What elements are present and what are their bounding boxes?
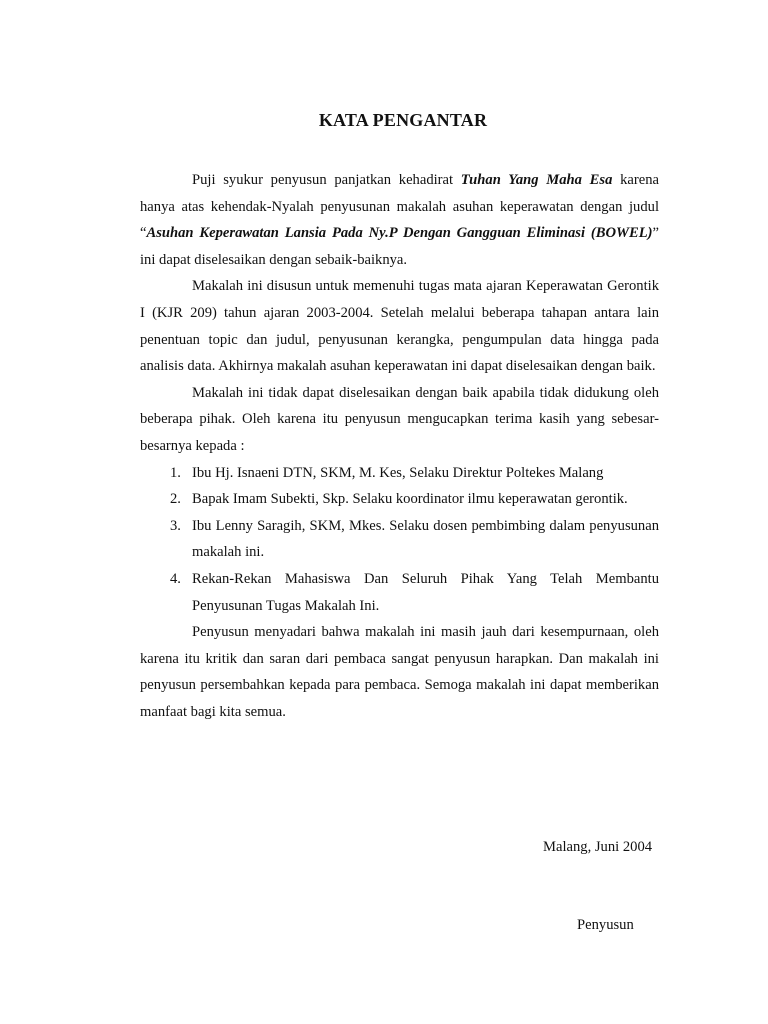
list-item-number: 3. <box>170 517 181 534</box>
paragraph-1 <box>140 167 659 273</box>
paragraph-4: Penyusun menyadari bahwa makalah ini masih jauh dari kesempurnaan, oleh karena itu kritik dan saran dari pembaca sangat penyusun harapkan. Dan makalah ini penyusun persembahkan kepada para pembaca. Semoga makalah ini dapat memberikan manfaat bagi kita semua. <box>140 624 659 720</box>
list-item <box>140 566 659 619</box>
list-item-number: 4. <box>170 570 181 587</box>
paragraph-3: Makalah ini tidak dapat diselesaikan dengan baik apabila tidak didukung oleh beberapa pihak. Oleh karena itu penyusun mengucapkan terima kasih yang sebesar-besarnya kepada : <box>140 384 659 454</box>
list-item-text: Ibu Hj. Isnaeni DTN, SKM, M. Kes, Selaku Direktur Poltekes Malang <box>192 464 604 481</box>
paragraph-1-text-c: ” ini dapat diselesaikan dengan sebaik-baiknya. <box>140 225 659 268</box>
signer: Penyusun <box>577 917 634 933</box>
list-item-number: 1. <box>170 464 181 481</box>
deity-name: Tuhan Yang Maha Esa <box>460 172 613 188</box>
paper-title: Asuhan Keperawatan Lansia Pada Ny.P Dengan Gangguan Eliminasi (BOWEL) <box>146 225 653 242</box>
list-item-text: Bapak Imam Subekti, Skp. Selaku koordinator ilmu keperawatan gerontik. <box>192 491 628 508</box>
paragraph-2: Makalah ini disusun untuk memenuhi tugas mata ajaran Keperawatan Gerontik I (KJR 209) tahun ajaran 2003-2004. Setelah melalui beberapa tahapan antara lain penentuan topic dan judul, penyusunan kerangka, pengumpulan data hingga pada analisis data. Akhirnya makalah asuhan keperawatan ini dapat diselesaikan dengan baik. <box>140 278 659 375</box>
list-item-number: 2. <box>170 491 181 508</box>
page-title: KATA PENGANTAR <box>318 110 488 130</box>
list-item-text: Rekan-Rekan Mahasiswa Dan Seluruh Pihak Yang Telah Membantu Penyusunan Tugas Makalah Ini. <box>192 570 659 614</box>
paragraph-1-text-a: Puji syukur penyusun panjatkan kehadirat <box>192 172 461 188</box>
acknowledgement-list <box>140 460 659 620</box>
place-date: Malang, Juni 2004 <box>543 839 653 855</box>
paragraph-1-text-b: karena hanya atas kehendak-Nyalah penyusunan makalah asuhan keperawatan dengan judul “ <box>140 172 659 242</box>
list-item-text: Ibu Lenny Saragih, SKM, Mkes. Selaku dosen pembimbing dalam penyusunan makalah ini. <box>192 517 659 561</box>
list-item <box>140 486 659 513</box>
document-body <box>140 167 659 725</box>
list-item <box>140 460 659 487</box>
list-item <box>140 513 659 566</box>
